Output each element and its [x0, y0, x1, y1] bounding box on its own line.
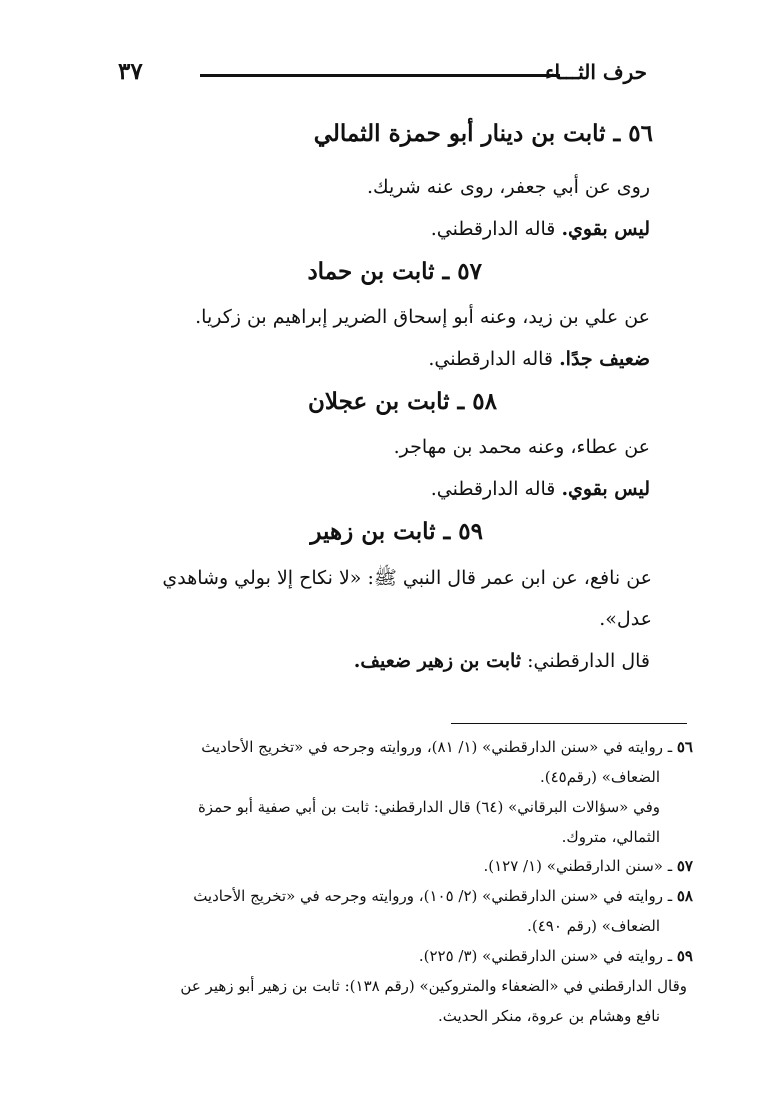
entry-verdict [428, 348, 650, 370]
entry-verdict [354, 650, 650, 672]
footnote-line: نافع وهشام بن عروة، منكر الحديث. [438, 1007, 660, 1025]
footnote-line: الثمالي، متروك. [561, 828, 660, 846]
entry-verdict [431, 478, 650, 500]
footnote-line [483, 857, 693, 875]
entry-verdict [431, 218, 650, 240]
footnote-text: ـ روايته في «سنن الدارقطني» (١/ ٨١)، وروايته وجرحه في «تخريج الأحاديث [201, 738, 677, 756]
verdict-bold: ضعيف جدًا. [559, 348, 650, 370]
footnote-line: وفي «سؤالات البرقاني» (٦٤) قال الدارقطني: ثابت بن أبي صفية أبو حمزة [197, 798, 660, 816]
footnote-number: ٥٩ [676, 947, 693, 965]
verdict-bold: ليس بقوي. [561, 478, 650, 500]
entry-line: روى عن أبي جعفر، روى عنه شريك. [366, 176, 650, 198]
footnote-line [419, 947, 693, 965]
footnote-text: ـ روايته في «سنن الدارقطني» (٣/ ٢٢٥). [418, 947, 677, 965]
footnote-number: ٥٧ [676, 857, 693, 875]
entry-line: عن علي بن زيد، وعنه أبو إسحاق الضرير إبراهيم بن زكريا. [195, 306, 650, 328]
footnote-text: ـ «سنن الدارقطني» (١/ ١٢٧). [483, 857, 677, 875]
entry-heading: ٥٩ ـ ثابت بن زهير [310, 518, 483, 545]
verdict-bold: ليس بقوي. [561, 218, 650, 240]
entry-heading: ٥٨ ـ ثابت بن عجلان [308, 388, 497, 415]
footnote-line [193, 887, 693, 905]
verdict-bold: ثابت بن زهير ضعيف. [353, 650, 522, 672]
verdict-text: قاله الدارقطني. [430, 478, 562, 500]
page-number: ٣٧ [118, 58, 143, 85]
entry-line: عن عطاء، وعنه محمد بن مهاجر. [393, 436, 650, 458]
footnote-line: الضعاف» (رقم ٤٩٠). [527, 917, 660, 935]
verdict-lead: قال الدارقطني: [521, 650, 650, 672]
footnote-number: ٥٨ [676, 887, 693, 905]
footnote-line [201, 738, 693, 756]
footnote-line: وقال الدارقطني في «الضعفاء والمتروكين» (رقم ١٣٨): ثابت بن زهير أبو زهير عن [180, 977, 687, 995]
entry-line: عن نافع، عن ابن عمر قال النبي ﷺ: «لا نكاح إلا بولي وشاهدي [162, 567, 652, 589]
verdict-text: قاله الدارقطني. [430, 218, 562, 240]
footnote-number: ٥٦ [676, 738, 693, 756]
footnote-line: الضعاف» (رقم٤٥). [539, 768, 660, 786]
footnote-text: ـ روايته في «سنن الدارقطني» (٢/ ١٠٥)، وروايته وجرحه في «تخريج الأحاديث [193, 887, 677, 905]
entry-line: عدل». [599, 608, 652, 630]
entry-heading: ٥٧ ـ ثابت بن حماد [307, 258, 482, 285]
section-title: حرف الثـــاء [545, 60, 647, 84]
entry-heading: ٥٦ ـ ثابت بن دينار أبو حمزة الثمالي [313, 120, 653, 147]
verdict-text: قاله الدارقطني. [428, 348, 560, 370]
header-rule [200, 74, 560, 77]
footnote-separator [451, 723, 687, 724]
